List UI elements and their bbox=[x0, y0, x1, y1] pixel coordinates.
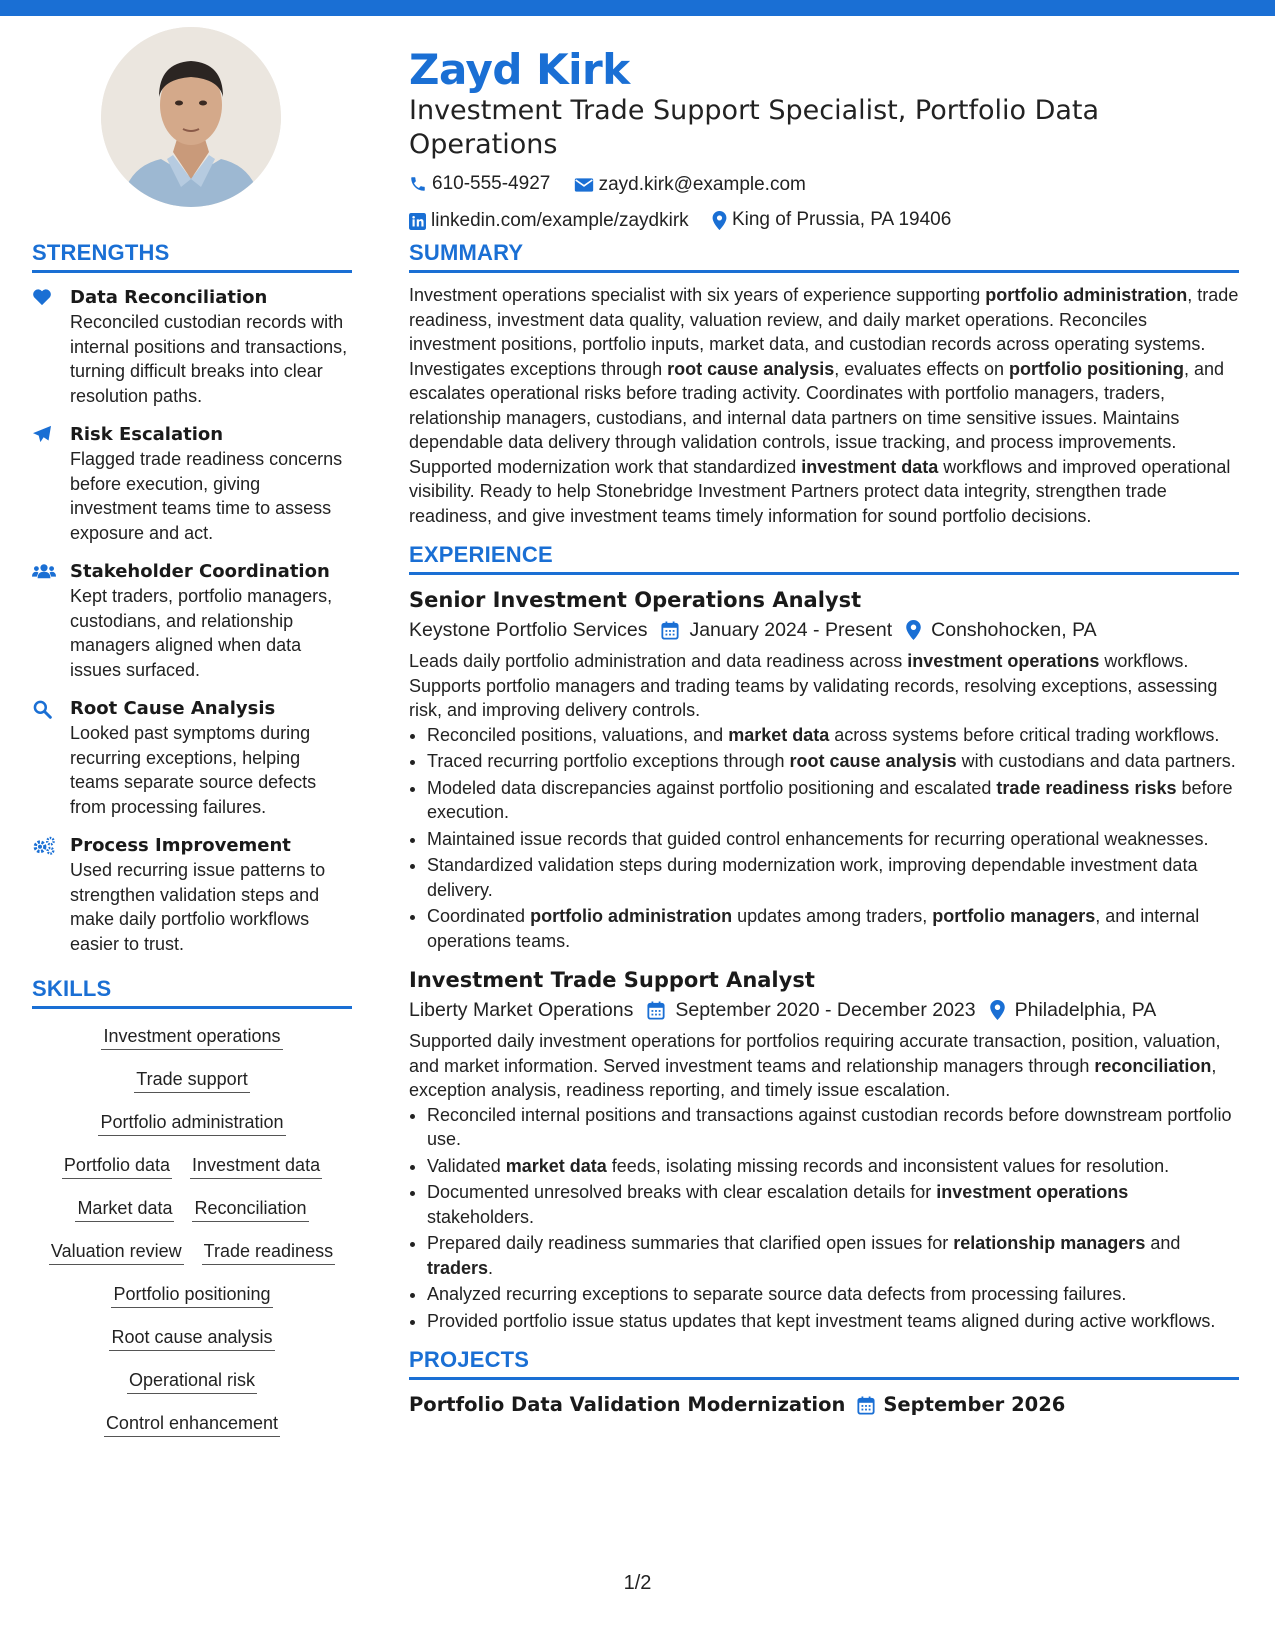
phone-text: 610-555-4927 bbox=[432, 173, 551, 194]
summary-text: Investment operations specialist with six years of experience supporting portfolio administration, trade readiness, investment data quality, valuation review, and daily market operations. Reconciles investment positions, portfolio inputs, market data, and custodian records across operating systems. Investigates exceptions through root cause analysis, evaluates effects on portfolio positioning, and escalates operational risks before trading activity. Coordinates with portfolio managers, traders, relationship managers, custodians, and internal data partners on time sensitive issues. Maintains dependable data delivery through validation controls, issue tracking, and process improvements. Supported modernization work that standardized investment data workflows and improved operational visibility. Ready to help Stonebridge Investment Partners protect data integrity, strengthen trade readiness, and give investment teams timely information for sound portfolio decisions. bbox=[409, 285, 1239, 526]
strength-title: Risk Escalation bbox=[70, 424, 224, 445]
map-pin-icon bbox=[712, 211, 727, 230]
linkedin-text: linkedin.com/example/zaydkirk bbox=[431, 210, 689, 231]
bullet-item: • Analyzed recurring exceptions to separate source data defects from processing failures. bbox=[427, 1282, 1239, 1307]
job-entry bbox=[409, 965, 1239, 1333]
skill-tag: Reconciliation bbox=[192, 1197, 308, 1222]
phone-icon bbox=[409, 175, 427, 193]
strength-desc: Kept traders, portfolio managers, custodians, and relationship managers aligned when data issues surfaced. bbox=[70, 586, 333, 680]
left-column bbox=[32, 238, 352, 1455]
skill-tag: Investment data bbox=[190, 1154, 322, 1179]
strength-title: Process Improvement bbox=[70, 835, 291, 856]
profile-photo bbox=[101, 27, 281, 207]
skill-tag: Valuation review bbox=[49, 1240, 184, 1265]
top-accent-bar bbox=[0, 0, 1275, 16]
location-text: King of Prussia, PA 19406 bbox=[731, 209, 952, 230]
company-name: Keystone Portfolio Services bbox=[409, 619, 648, 641]
job-description: Leads daily portfolio administration and data readiness across investment operations workflows. Supports portfolio managers and trading teams by validating records, resolving exceptions, assessing risk, and improving delivery controls. bbox=[409, 651, 1218, 720]
strength-item bbox=[32, 559, 352, 682]
skills-heading: SKILLS bbox=[32, 974, 352, 1009]
email-item[interactable] bbox=[574, 169, 806, 201]
job-bullets bbox=[409, 723, 1239, 954]
strength-item bbox=[32, 696, 352, 819]
bullet-item: • Validated market data feeds, isolating missing records and inconsistent values for resolution. bbox=[427, 1154, 1239, 1179]
linkedin-item[interactable] bbox=[409, 205, 689, 237]
strength-title: Stakeholder Coordination bbox=[70, 561, 330, 582]
calendar-icon bbox=[647, 1001, 665, 1020]
strengths-heading: STRENGTHS bbox=[32, 238, 352, 273]
strength-desc: Looked past symptoms during recurring exceptions, helping teams separate source defects from processing failures. bbox=[70, 723, 317, 817]
project-entry bbox=[409, 1390, 1239, 1420]
job-entry bbox=[409, 585, 1239, 953]
linkedin-icon bbox=[409, 213, 426, 230]
bullet-item: • Documented unresolved breaks with clear escalation details for investment operations stakeholders. bbox=[427, 1180, 1239, 1229]
skill-tag: Root cause analysis bbox=[109, 1326, 274, 1351]
strength-desc: Flagged trade readiness concerns before execution, giving investment teams time to assess exposure and act. bbox=[70, 449, 343, 543]
job-dates: September 2020 - December 2023 bbox=[675, 999, 976, 1021]
experience-heading: EXPERIENCE bbox=[409, 540, 1239, 575]
gears-icon bbox=[32, 836, 56, 856]
paper-plane-icon bbox=[32, 425, 52, 443]
bullet-item: • Maintained issue records that guided control enhancements for recurring operational weaknesses. bbox=[427, 827, 1239, 852]
resume-header bbox=[409, 42, 1249, 241]
email-text: zayd.kirk@example.com bbox=[598, 174, 806, 195]
bullet-item: • Traced recurring portfolio exceptions through root cause analysis with custodians and data partners. bbox=[427, 749, 1239, 774]
bullet-item: • Standardized validation steps during modernization work, improving dependable investment data delivery. bbox=[427, 853, 1239, 902]
strength-title: Root Cause Analysis bbox=[70, 698, 276, 719]
strength-item bbox=[32, 833, 352, 956]
phone-item[interactable] bbox=[409, 168, 550, 200]
users-icon bbox=[32, 562, 56, 580]
envelope-icon bbox=[574, 177, 594, 193]
candidate-name: Zayd Kirk bbox=[409, 45, 630, 94]
strength-title: Data Reconciliation bbox=[70, 287, 268, 308]
bullet-item: • Coordinated portfolio administration updates among traders, portfolio managers, and internal operations teams. bbox=[427, 904, 1239, 953]
skill-tag: Trade support bbox=[134, 1068, 249, 1093]
strength-item bbox=[32, 422, 352, 545]
job-title: Senior Investment Operations Analyst bbox=[409, 588, 862, 612]
job-location: Philadelphia, PA bbox=[1014, 999, 1157, 1021]
job-title: Investment Trade Support Analyst bbox=[409, 968, 815, 992]
strength-desc: Reconciled custodian records with internal positions and transactions, turning difficult breaks into clear resolution paths. bbox=[70, 312, 348, 406]
skills-list bbox=[32, 1019, 352, 1437]
skill-tag: Trade readiness bbox=[202, 1240, 335, 1265]
projects-heading: PROJECTS bbox=[409, 1345, 1239, 1380]
skill-tag: Portfolio administration bbox=[98, 1111, 285, 1136]
contact-info bbox=[409, 168, 1249, 241]
bullet-item: • Prepared daily readiness summaries that clarified open issues for relationship managers and traders. bbox=[427, 1231, 1239, 1280]
job-location: Conshohocken, PA bbox=[931, 619, 1097, 641]
map-pin-icon bbox=[990, 1000, 1005, 1020]
job-meta bbox=[409, 995, 1239, 1025]
job-bullets bbox=[409, 1103, 1239, 1334]
company-name: Liberty Market Operations bbox=[409, 999, 634, 1021]
bullet-item: • Provided portfolio issue status updates that kept investment teams aligned during active workflows. bbox=[427, 1309, 1239, 1334]
bullet-item: • Reconciled internal positions and transactions against custodian records before downstream portfolio use. bbox=[427, 1103, 1239, 1152]
bullet-item: • Reconciled positions, valuations, and market data across systems before critical trading workflows. bbox=[427, 723, 1239, 748]
strength-item bbox=[32, 285, 352, 408]
candidate-title: Investment Trade Support Specialist, Portfolio Data Operations bbox=[409, 95, 1100, 160]
skill-tag: Control enhancement bbox=[104, 1412, 280, 1437]
skill-tag: Operational risk bbox=[127, 1369, 257, 1394]
job-description: Supported daily investment operations for portfolios requiring accurate transaction, position, valuation, and market information. Served investment teams and relationship managers through reconciliation, exception analysis, readiness reporting, and timely issue escalation. bbox=[409, 1031, 1221, 1100]
page-number: 1/2 bbox=[623, 1572, 652, 1594]
summary-heading: SUMMARY bbox=[409, 238, 1239, 273]
skill-tag: Investment operations bbox=[101, 1025, 282, 1050]
job-dates: January 2024 - Present bbox=[689, 619, 893, 641]
location-item bbox=[712, 204, 951, 236]
right-column bbox=[409, 238, 1239, 1420]
skill-tag: Market data bbox=[75, 1197, 174, 1222]
heart-icon bbox=[32, 288, 52, 306]
skill-tag: Portfolio data bbox=[62, 1154, 172, 1179]
strengths-list bbox=[32, 283, 352, 956]
bullet-item: • Modeled data discrepancies against portfolio positioning and escalated trade readiness risks before execution. bbox=[427, 776, 1239, 825]
calendar-icon bbox=[857, 1396, 875, 1415]
project-title: Portfolio Data Validation Modernization bbox=[409, 1393, 846, 1416]
strength-desc: Used recurring issue patterns to strengthen validation steps and make daily portfolio workflows easier to trust. bbox=[70, 860, 326, 954]
search-icon bbox=[32, 699, 52, 719]
calendar-icon bbox=[661, 621, 679, 640]
job-meta bbox=[409, 615, 1239, 645]
project-date: September 2026 bbox=[883, 1393, 1066, 1416]
map-pin-icon bbox=[906, 620, 921, 640]
skill-tag: Portfolio positioning bbox=[111, 1283, 272, 1308]
